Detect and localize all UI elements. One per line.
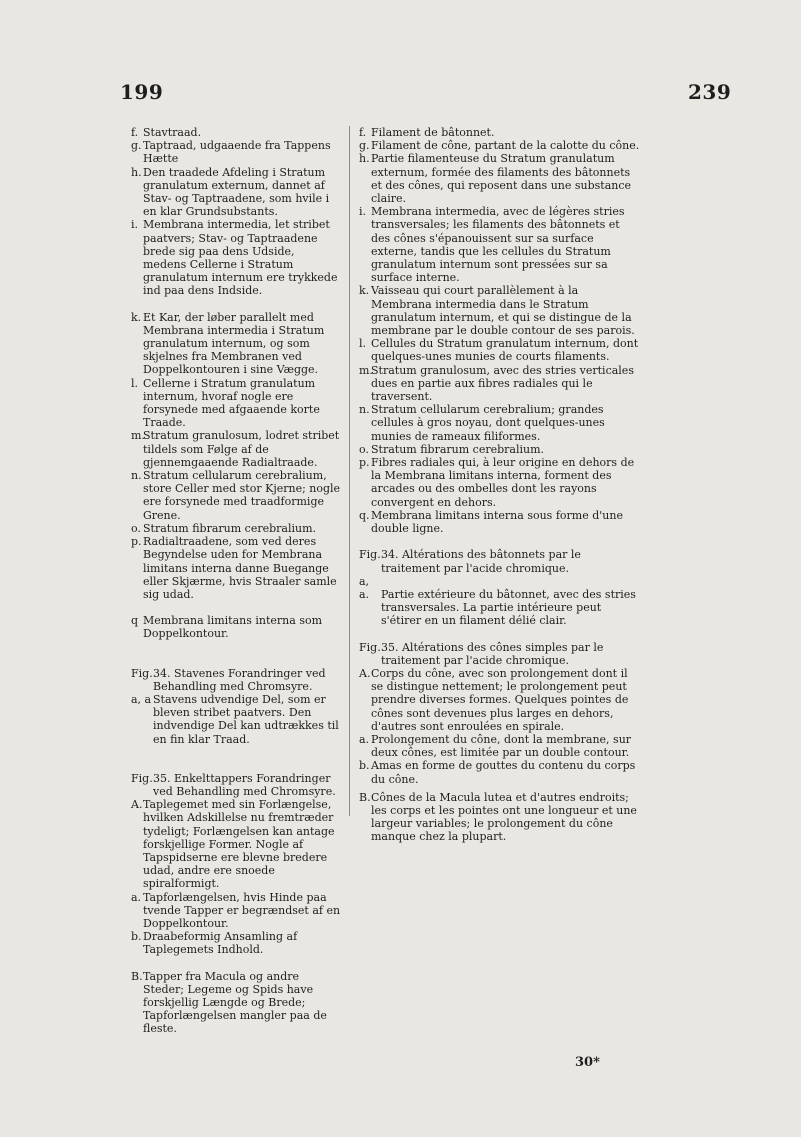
entry-text: Cellules du Stratum granulatum internum, dont quelques-unes munies de courts filaments.	[371, 337, 639, 364]
legend-entry	[359, 139, 641, 152]
entry-text: Filament de bâtonnet.	[371, 126, 495, 139]
entry-text: Stratum cellularum cerebralium; grandes cellules à gros noyau, dont quelques-unes munies de rameaux filiformes.	[371, 403, 605, 443]
legend-entry	[131, 772, 341, 798]
entry-text: Amas en forme de gouttes du contenu du corps du cône.	[371, 759, 636, 786]
entry-spacer	[131, 641, 341, 667]
legend-entry	[131, 139, 341, 165]
entry-text: Taplegemet med sin Forlængelse, hvilken Adskillelse nu fremtræder tydeligt; Forlængelsen kan antage forskjellige Former. Nogle af Tapspidserne ere blevne bredere udad, andre ere snoede spiralformigt.	[143, 798, 335, 891]
signature-mark: 30*	[575, 1055, 600, 1070]
entry-text: Prolongement du cône, dont la membrane, sur deux cônes, est limitée par un double contour.	[371, 732, 632, 760]
entry-key: f.	[359, 126, 367, 139]
entry-key: Fig.	[359, 548, 381, 562]
entry-text: Taptraad, udgaaende fra Tappens Hætte	[143, 139, 331, 166]
entry-text: Cônes de la Macula lutea et d'autres endroits; les corps et les pointes ont une longueur et une largeur variables; le prolongement du cône manque chez la plupart.	[371, 790, 637, 844]
entry-key: f.	[131, 126, 139, 139]
entry-text: Cellerne i Stratum granulatum internum, hvoraf nogle ere forsynede med afgaaende korte Traade.	[143, 376, 320, 430]
legend-entry	[359, 126, 641, 139]
legend-entry	[131, 522, 341, 535]
legend-entry	[131, 429, 341, 469]
entry-key: n.	[359, 403, 370, 417]
legend-entry	[131, 126, 341, 139]
entry-text: Partie filamenteuse du Stratum granulatum externum, formée des filaments des bâtonnets et des cônes, qui reposent dans une substance claire.	[371, 152, 632, 206]
entry-text: Stratum granulosum, lodret stribet tildels som Følge af de gjennemgaaende Radialtraade.	[143, 429, 340, 469]
entry-key: a.	[359, 732, 370, 746]
entry-key: a.	[131, 890, 142, 904]
entry-key: n.	[131, 469, 142, 483]
legend-entry	[359, 337, 641, 363]
legend-entry	[359, 205, 641, 284]
entry-text: Draabeformig Ansamling af Taplegemets Indhold.	[143, 930, 298, 957]
entry-text: Membrana intermedia, avec de légères stries transversales; les filaments des bâtonnets et des cônes s'épanouissent sur sa surface externe, tandis que les cellules du Stratum granulatum internum sont pressées sur sa surface interne.	[371, 205, 625, 285]
page-number-left: 199	[120, 80, 164, 104]
entry-text: Radialtraadene, som ved deres Begyndelse uden for Membrana limitans interna danne Buegange eller Skjærme, hvis Straaler samle sig udad.	[143, 535, 337, 601]
legend-entry	[131, 166, 341, 219]
danish-column	[131, 126, 341, 1036]
entry-text: Stratum fibrarum cerebralium.	[371, 442, 545, 456]
legend-entry	[359, 575, 641, 628]
page-number-right: 239	[688, 80, 732, 104]
legend-entry	[131, 930, 341, 956]
legend-entry	[131, 218, 341, 297]
legend-entry	[131, 469, 341, 522]
entry-key: g.	[131, 139, 142, 153]
entry-key: k.	[359, 284, 370, 298]
legend-entry	[359, 667, 641, 733]
entry-text: 34. Altérations des bâtonnets par le traitement par l'acide chromique.	[381, 548, 581, 575]
entry-key: a, a	[131, 692, 152, 706]
entry-text: Partie extérieure du bâtonnet, avec des stries transversales. La partie intérieure peut s'étirer en un filament délié clair.	[381, 587, 636, 628]
entry-spacer	[131, 601, 341, 614]
entry-key: h.	[359, 152, 370, 166]
entry-key: l.	[131, 376, 139, 390]
entry-text: Et Kar, der løber parallelt med Membrana intermedia i Stratum granulatum internum, og som skjelnes fra Membranen ved Doppelkontouren i sine Vægge.	[143, 310, 325, 377]
entry-spacer	[131, 957, 341, 970]
entry-text: Membrana limitans interna sous forme d'une double ligne.	[371, 508, 623, 536]
entry-text: Membrana limitans interna som Doppelkontour.	[143, 614, 323, 641]
legend-entry	[359, 152, 641, 205]
legend-entry	[359, 791, 641, 844]
legend-entry	[359, 509, 641, 535]
entry-key: k.	[131, 310, 142, 324]
entry-text: Stratum fibrarum cerebralium.	[143, 521, 317, 535]
entry-spacer	[359, 628, 641, 641]
entry-text: 34. Stavenes Forandringer ved Behandling med Chromsyre.	[153, 666, 326, 693]
legend-entry	[131, 535, 341, 601]
entry-text: Tapper fra Macula og andre Steder; Legeme og Spids have forskjellig Længde og Brede; Tapforlængelsen mangler paa de fleste.	[143, 969, 327, 1036]
entry-key: m.	[359, 363, 373, 377]
entry-text: Stavens udvendige Del, som er bleven stribet paatvers. Den indvendige Del kan udtrækkes til en fin klar Traad.	[153, 692, 339, 746]
entry-key: h.	[131, 165, 142, 179]
legend-entry	[131, 693, 341, 746]
entry-spacer	[359, 535, 641, 548]
entry-key: Fig.	[359, 640, 381, 654]
entry-key: q	[131, 614, 139, 628]
legend-entry	[131, 798, 341, 890]
entry-key: Fig.	[131, 666, 153, 680]
legend-entry	[131, 891, 341, 931]
entry-key: b.	[131, 930, 142, 944]
legend-entry	[359, 759, 641, 785]
legend-entry	[131, 970, 341, 1036]
entry-key: l.	[359, 337, 367, 351]
entry-key: i.	[131, 218, 139, 232]
entry-key: o.	[131, 521, 141, 535]
entry-key: o.	[359, 442, 369, 456]
entry-text: Filament de cône, partant de la calotte du cône.	[371, 139, 640, 153]
legend-entry	[359, 443, 641, 456]
entry-key: i.	[359, 205, 367, 219]
legend-entry	[131, 377, 341, 430]
legend-entry	[131, 614, 341, 640]
entry-key: q.	[359, 508, 370, 522]
entry-text: Membrana intermedia, let stribet paatvers; Stav- og Taptraadene brede sig paa dens Udside, medens Cellerne i Stratum granulatum internum ere trykkede ind paa dens Indside.	[143, 218, 338, 298]
entry-key: b.	[359, 759, 370, 773]
entry-key: B.	[131, 969, 143, 983]
column-divider	[349, 126, 350, 816]
entry-text: 35. Enkelttappers Forandringer ved Behandling med Chromsyre.	[153, 771, 336, 798]
entry-text: Fibres radiales qui, à leur origine en dehors de la Membrana limitans interna, forment des arcades ou des ombelles dont les rayons convergent en dehors.	[371, 456, 635, 509]
entry-text: Stratum granulosum, avec des stries verticales dues en partie aux fibres radiales qui le traversent.	[371, 363, 634, 404]
legend-entry	[359, 284, 641, 337]
legend-entry	[359, 548, 641, 574]
legend-entry	[359, 456, 641, 509]
entry-key: p.	[131, 535, 142, 549]
entry-key: Fig.	[131, 771, 153, 785]
entry-key: p.	[359, 456, 370, 470]
entry-spacer	[131, 746, 341, 772]
entry-key: a, a.	[359, 574, 370, 601]
entry-text: Vaisseau qui court parallèlement à la Membrana intermedia dans le Stratum granulatum internum, et qui se distingue de la membrane par le double contour de ses parois.	[371, 284, 635, 338]
legend-entry	[359, 403, 641, 443]
french-column	[359, 126, 641, 844]
legend-entry	[359, 733, 641, 759]
entry-key: m.	[131, 429, 145, 443]
entry-key: A.	[131, 798, 143, 812]
entry-text: Stavtraad.	[143, 126, 202, 139]
legend-entry	[359, 364, 641, 404]
entry-text: Corps du cône, avec son prolongement dont il se distingue nettement; le prolongement peut prendre diverses formes. Quelques pointes de cônes sont devenues plus larges en dehors, d'autres sont enroulées en spirale.	[371, 666, 629, 733]
entry-spacer	[131, 298, 341, 311]
entry-text: Stratum cellularum cerebralium, store Celler med stor Kjerne; nogle ere forsynede med traadformige Grene.	[143, 469, 341, 522]
entry-text: 35. Altérations des cônes simples par le traitement par l'acide chromique.	[381, 640, 604, 667]
legend-entry	[131, 311, 341, 377]
entry-text: Den traadede Afdeling i Stratum granulatum externum, dannet af Stav- og Taptraadene, som hvile i en klar Grundsubstants.	[143, 165, 330, 219]
entry-key: g.	[359, 139, 370, 153]
entry-text: Tapforlængelsen, hvis Hinde paa tvende Tapper er begrændset af en Doppelkontour.	[143, 890, 341, 930]
entry-key: B.	[359, 790, 371, 804]
legend-entry	[131, 667, 341, 693]
legend-entry	[359, 641, 641, 667]
entry-key: A.	[359, 666, 371, 680]
